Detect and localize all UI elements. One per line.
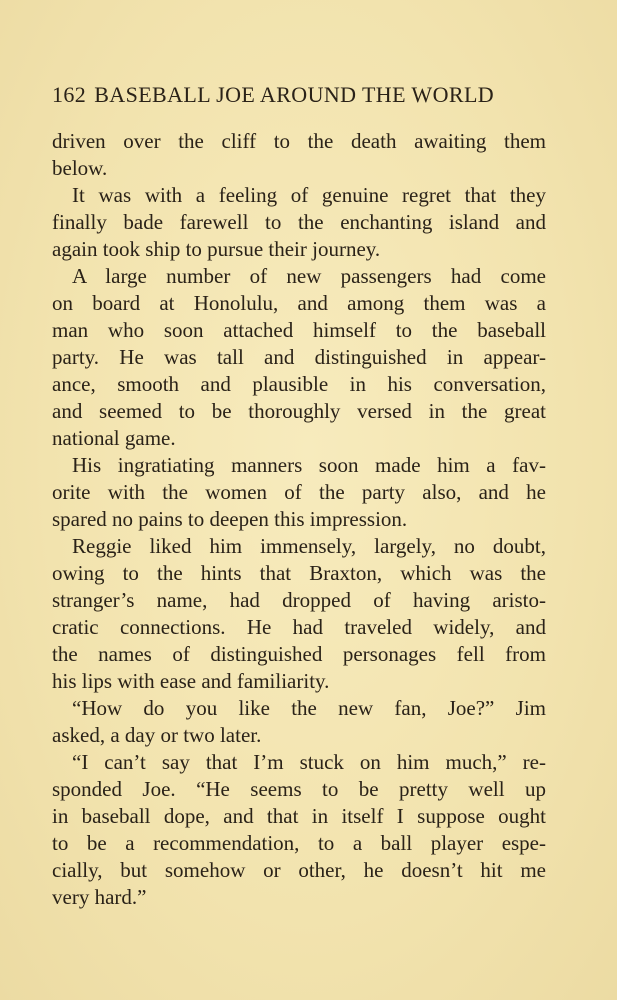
text-line: below. — [52, 156, 108, 180]
text-line: very hard.” — [52, 885, 147, 909]
text-line: Reggie liked him immensely, largely, no doubt, — [72, 534, 546, 558]
running-head — [52, 82, 552, 108]
text-line: sponded Joe. “He seems to be pretty well up — [52, 777, 546, 801]
text-line: party. He was tall and distinguished in appear- — [52, 345, 546, 369]
text-line: His ingratiating manners soon made him a fav- — [72, 453, 546, 477]
text-line: cially, but somehow or other, he doesn’t hit me — [52, 858, 546, 882]
text-line: and seemed to be thoroughly versed in the great — [52, 399, 546, 423]
text-line: ance, smooth and plausible in his conversation, — [52, 372, 546, 396]
text-line: man who soon attached himself to the baseball — [52, 318, 546, 342]
body-text — [52, 128, 546, 911]
text-line: owing to the hints that Braxton, which was the — [52, 561, 546, 585]
text-line: stranger’s name, had dropped of having aristo- — [52, 588, 546, 612]
text-line: A large number of new passengers had come — [72, 264, 546, 288]
text-line: his lips with ease and familiarity. — [52, 669, 330, 693]
book-title: BASEBALL JOE AROUND THE WORLD — [94, 82, 495, 107]
text-line: to be a recommendation, to a ball player espe- — [52, 831, 546, 855]
text-line: again took ship to pursue their journey. — [52, 237, 381, 261]
text-line: the names of distinguished personages fell from — [52, 642, 546, 666]
text-line: It was with a feeling of genuine regret that they — [72, 183, 546, 207]
text-line: “How do you like the new fan, Joe?” Jim — [72, 696, 546, 720]
text-line: “I can’t say that I’m stuck on him much,” re- — [72, 750, 546, 774]
text-line: national game. — [52, 426, 176, 450]
text-line: asked, a day or two later. — [52, 723, 262, 747]
text-line: spared no pains to deepen this impression. — [52, 507, 408, 531]
text-line: orite with the women of the party also, and he — [52, 480, 546, 504]
text-line: driven over the cliff to the death awaiting them — [52, 129, 546, 153]
page-number: 162 — [52, 82, 87, 107]
text-line: on board at Honolulu, and among them was a — [52, 291, 546, 315]
text-line: cratic connections. He had traveled widely, and — [52, 615, 546, 639]
text-line: in baseball dope, and that in itself I suppose ought — [52, 804, 546, 828]
text-line: finally bade farewell to the enchanting island and — [52, 210, 546, 234]
